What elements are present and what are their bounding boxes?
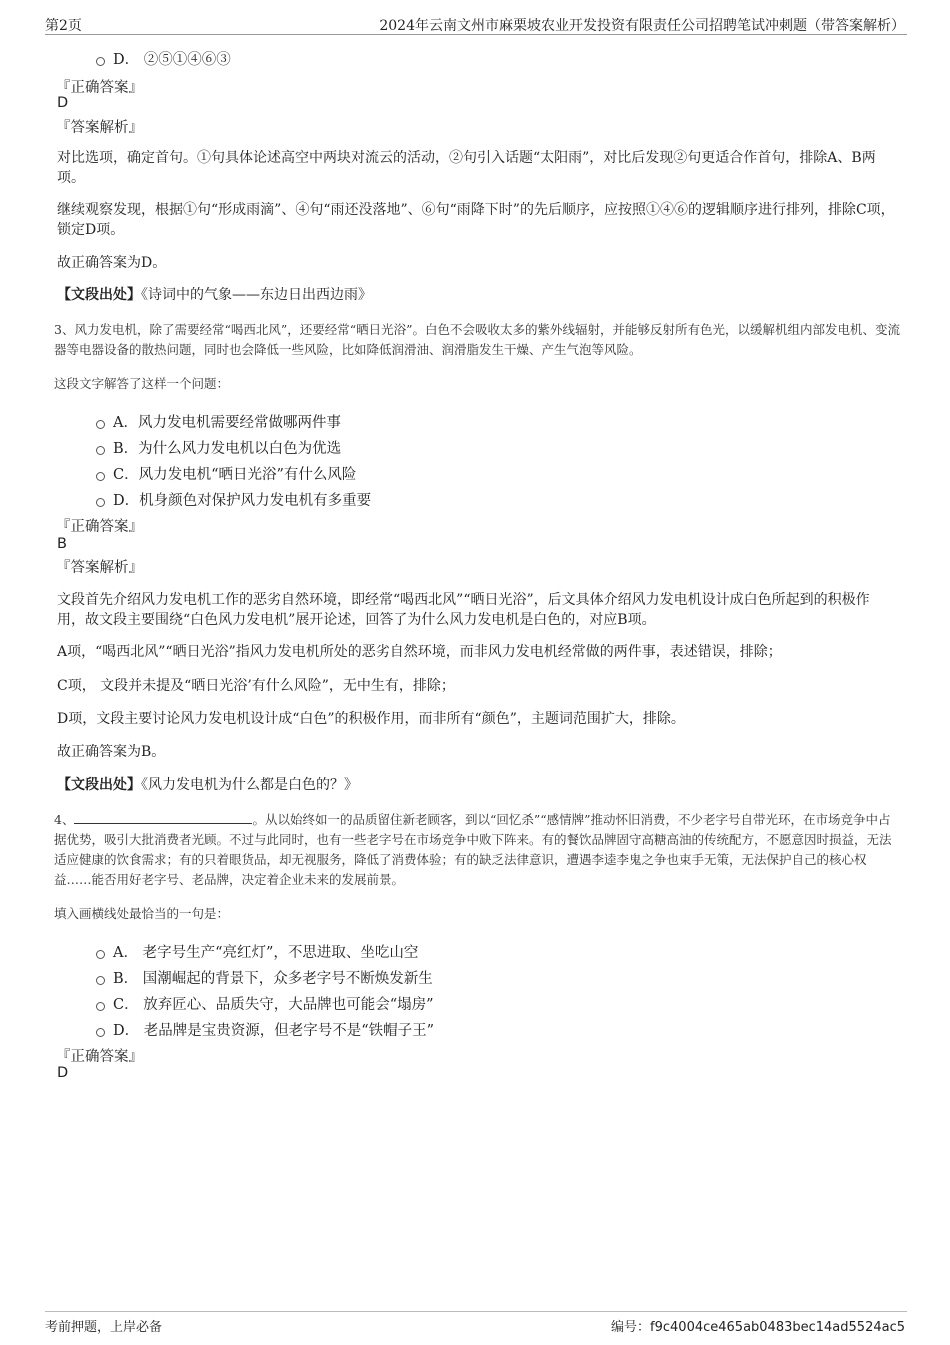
q3-answer-label: 『正确答案』 [56, 519, 143, 535]
q3-analysis-4: D项，文段主要讨论风力发电机设计成“白色”的积极作用，而非所有“颜色”，主题词范围扩大，排除。 [57, 711, 685, 727]
prev-analysis-1: 对比选项，确定首句。①句具体论述高空中两块对流云的活动，②句引入话题“太阳雨”，对比后发现②句更适合作首句，排除A、B两项。 [57, 150, 876, 186]
footer-slogan: 考前押题，上岸必备 [45, 1320, 163, 1335]
radio-icon[interactable] [96, 420, 105, 429]
q4-option-d[interactable]: D． 老品牌是宝贵资源，但老字号不是“铁帽子王” [96, 1019, 434, 1040]
q4-prompt: 填入画横线处最恰当的一句是： [54, 906, 230, 921]
radio-icon[interactable] [96, 498, 105, 507]
radio-icon[interactable] [96, 472, 105, 481]
prev-source: 【文段出处】《诗词中的气象——东边日出西边雨》 [57, 287, 372, 303]
radio-icon[interactable] [96, 446, 105, 455]
page-number: 第2页 [45, 18, 82, 34]
q4-answer: D [57, 1065, 69, 1081]
document-id: 编号：f9c4004ce465ab0483bec14ad5524ac5 [611, 1320, 905, 1335]
q4-option-a[interactable]: A． 老字号生产“亮红灯”，不思进取、坐吃山空 [96, 941, 418, 962]
radio-icon[interactable] [96, 1002, 105, 1011]
radio-icon[interactable] [96, 950, 105, 959]
radio-icon[interactable] [96, 1028, 105, 1037]
page-footer [45, 1311, 907, 1335]
prev-option-d[interactable]: D． ②⑤①④⑥③ [96, 48, 231, 69]
prev-analysis-3: 故正确答案为D。 [57, 255, 167, 271]
q3-analysis-2: A项，“喝西北风”“晒日光浴”指风力发电机所处的恶劣自然环境，而非风力发电机经常做的两件事，表述错误，排除； [57, 644, 782, 660]
q3-option-b[interactable]: B．为什么风力发电机以白色为优选 [96, 437, 341, 458]
q3-analysis-5: 故正确答案为B。 [57, 744, 166, 760]
q3-option-c[interactable]: C．风力发电机“晒日光浴”有什么风险 [96, 463, 356, 484]
q3-option-d[interactable]: D．机身颜色对保护风力发电机有多重要 [96, 489, 371, 510]
q3-source: 【文段出处】《风力发电机为什么都是白色的？》 [57, 777, 358, 793]
q3-answer: B [57, 536, 67, 552]
q4-text: 4、 。从以始终如一的品质留住新老顾客，到以“回忆杀”“感情牌”推动怀旧消费，不少老字号自带光环，在市场竞争中占据优势，吸引大批消费者光顾。不过与此同时，也有一些老字号在市场竞争中败下阵来。有的餐饮品牌固守高糖高油的传统配方，不愿意因时损益，无法适应健康的饮食需求；有的只着眼货品，却无视服务，降低了消费体验；有的缺乏法律意识，遭遇李逵李鬼之争也束手无策，无法保护自己的核心权益……能否用好老字号、老品牌，决定着企业未来的发展前景。 [54, 812, 892, 887]
q4-option-b[interactable]: B． 国潮崛起的背景下，众多老字号不断焕发新生 [96, 967, 433, 988]
q3-analysis-3: C项， 文段并未提及“晒日光浴’有什么风险”，无中生有，排除； [57, 678, 455, 694]
fill-blank-line [74, 811, 252, 824]
q4-option-c[interactable]: C． 放弃匠心、品质失守，大品牌也可能会“塌房” [96, 993, 434, 1014]
q3-analysis-label: 『答案解析』 [56, 560, 143, 576]
prev-answer-label: 『正确答案』 [56, 80, 143, 96]
prev-answer: D [57, 95, 69, 111]
q3-option-a[interactable]: A．风力发电机需要经常做哪两件事 [96, 411, 341, 432]
q3-analysis-1: 文段首先介绍风力发电机工作的恶劣自然环境，即经常“喝西北风”“晒日光浴”，后文具体介绍风力发电机设计成白色所起到的积极作用，故文段主要围绕“白色风力发电机”展开论述，回答了为什么风力发电机是白色的，对应B项。 [57, 592, 870, 628]
prev-analysis-2: 继续观察发现，根据①句“形成雨滴”、④句“雨还没落地”、⑥句“雨降下时”的先后顺序，应按照①④⑥的逻辑顺序进行排列，排除C项，锁定D项。 [57, 202, 895, 238]
q3-prompt: 这段文字解答了这样一个问题： [54, 376, 230, 391]
q4-answer-label: 『正确答案』 [56, 1049, 143, 1065]
radio-icon[interactable] [96, 57, 105, 66]
prev-analysis-label: 『答案解析』 [56, 120, 143, 136]
document-title: 2024年云南文州市麻栗坡农业开发投资有限责任公司招聘笔试冲刺题（带答案解析） [379, 18, 905, 34]
page-header [45, 14, 907, 35]
q3-text: 3、风力发电机，除了需要经常“喝西北风”，还要经常“晒日光浴”。白色不会吸收太多的紫外线辐射，并能够反射所有色光，以缓解机组内部发电机、变流器等电器设备的散热问题，同时也会降低一些风险，比如降低润滑油、润滑脂发生干燥、产生气泡等风险。 [54, 322, 901, 357]
radio-icon[interactable] [96, 976, 105, 985]
